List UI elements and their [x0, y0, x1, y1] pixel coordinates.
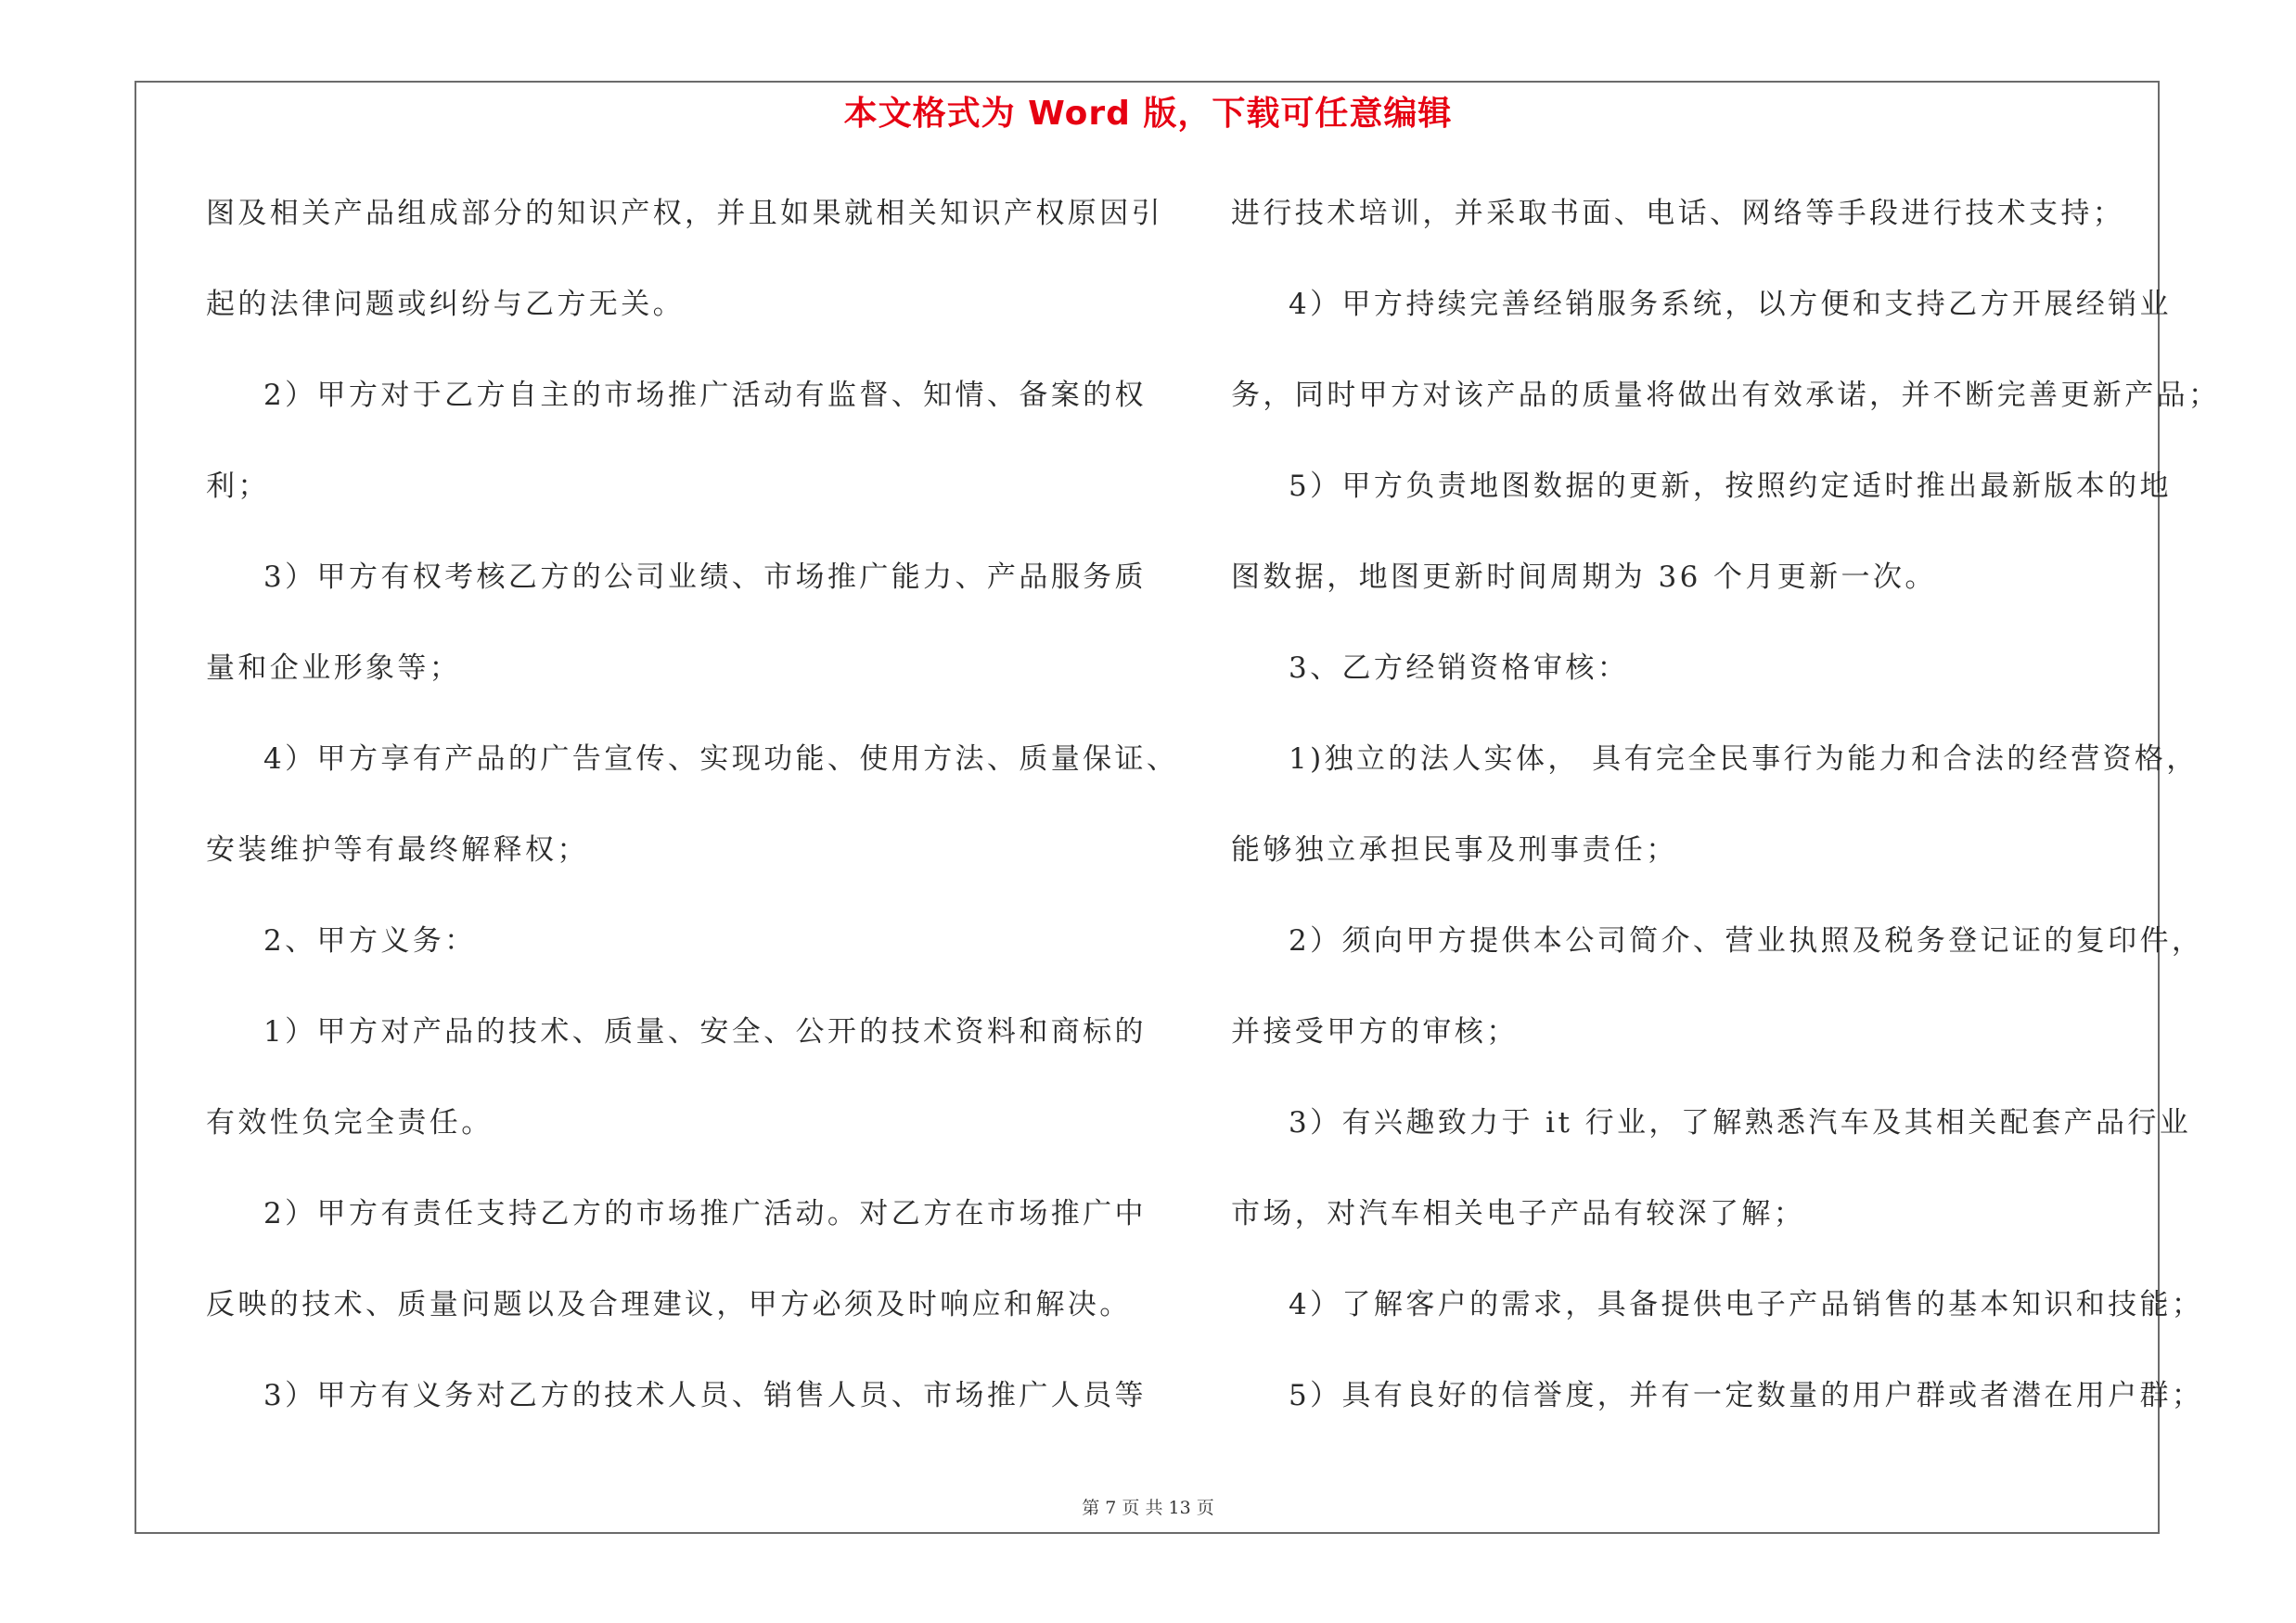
text-line: 2）须向甲方提供本公司简介、营业执照及税务登记证的复印件， [1289, 924, 2204, 958]
text-line: 图数据，地图更新时间周期为 36 个月更新一次。 [1231, 560, 1937, 594]
text-line: 1)独立的法人实体， 具有完全民事行为能力和合法的经营资格， [1289, 742, 2199, 776]
text-line: 反映的技术、质量问题以及合理建议，甲方必须及时响应和解决。 [206, 1288, 1132, 1321]
left-text-column [206, 181, 1179, 1454]
text-line: 起的法律问题或纠纷与乙方无关。 [206, 288, 685, 321]
text-line: 能够独立承担民事及刑事责任； [1231, 833, 1678, 867]
text-line: 市场，对汽车相关电子产品有较深了解； [1231, 1197, 1806, 1230]
text-line: 有效性负完全责任。 [206, 1106, 494, 1140]
text-line: 1）甲方对产品的技术、质量、安全、公开的技术资料和商标的 [263, 1015, 1147, 1049]
text-line: 3、乙方经销资格审核： [1289, 651, 1630, 685]
text-line: 5）甲方负责地图数据的更新，按照约定适时推出最新版本的地 [1289, 470, 2172, 503]
text-line: 2）甲方有责任支持乙方的市场推广活动。对乙方在市场推广中 [263, 1197, 1147, 1230]
text-line: 3）甲方有义务对乙方的技术人员、销售人员、市场推广人员等 [263, 1379, 1147, 1412]
text-line: 2）甲方对于乙方自主的市场推广活动有监督、知情、备案的权 [263, 379, 1147, 412]
text-line: 进行技术培训，并采取书面、电话、网络等手段进行技术支持； [1231, 197, 2125, 230]
text-line: 2、甲方义务： [263, 924, 477, 958]
text-line: 安装维护等有最终解释权； [206, 833, 589, 867]
text-line: 4）甲方享有产品的广告宣传、实现功能、使用方法、质量保证、 [263, 742, 1179, 776]
format-banner: 本文格式为 Word 版，下载可任意编辑 [843, 95, 1453, 133]
right-text-column [1231, 181, 2221, 1454]
text-line: 3）甲方有权考核乙方的公司业绩、市场推广能力、产品服务质 [263, 560, 1147, 594]
text-line: 4）甲方持续完善经销服务系统，以方便和支持乙方开展经销业 [1289, 288, 2172, 321]
page-number-footer: 第 7 页 共 13 页 [1082, 1498, 1214, 1518]
text-line: 利； [206, 470, 270, 503]
text-line: 4）了解客户的需求，具备提供电子产品销售的基本知识和技能； [1289, 1288, 2204, 1321]
text-line: 并接受甲方的审核； [1231, 1015, 1519, 1049]
text-line: 量和企业形象等； [206, 651, 462, 685]
text-line: 3）有兴趣致力于 it 行业，了解熟悉汽车及其相关配套产品行业 [1289, 1106, 2192, 1140]
text-line: 务，同时甲方对该产品的质量将做出有效承诺，并不断完善更新产品； [1231, 379, 2221, 412]
text-line: 图及相关产品组成部分的知识产权，并且如果就相关知识产权原因引 [206, 197, 1163, 230]
text-line: 5）具有良好的信誉度，并有一定数量的用户群或者潜在用户群； [1289, 1379, 2204, 1412]
